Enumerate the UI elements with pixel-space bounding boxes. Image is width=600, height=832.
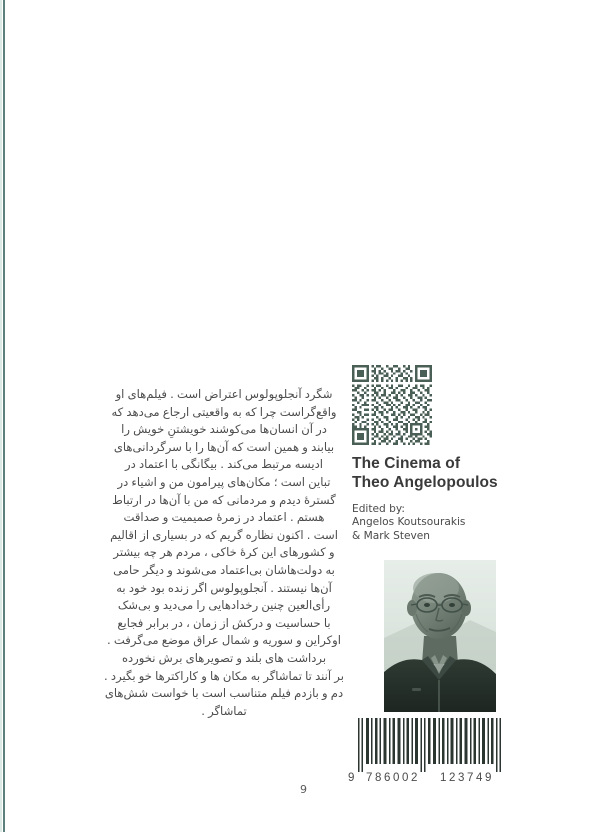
blurb-line: شگرد آنجلوپولوس اعتراض است . فیلم‌های او [115,387,333,401]
author-portrait-photo [384,560,496,712]
page-number: 9 [300,783,307,796]
editor-name-2: & Mark Steven [352,529,431,542]
blurb-line: ادیسه مرتبط می‌کند . بیگانگی با اعتماد در [125,457,323,472]
book-title-line-1: The Cinema of [352,455,461,472]
spine-edge-line [3,0,5,832]
spine-edge-light [0,0,2,832]
barcode-group-2: 123749 [440,772,494,784]
blurb-line: گسترۀ دیدم و مردمانی که من با آن‌ها در ارتباط [112,492,336,507]
blurb-line: و کشورهای این کرۀ خاکی ، مردم هر چه بیشتر [113,545,335,560]
blurb-line: به دولت‌هاشان بی‌اعتماد می‌شوند و دیگر حامی [113,562,335,577]
blurb-line: رأی‌العین چنین رخدادهایی را می‌دید و بی‌شک [117,598,331,613]
blurb-line: دم و بازدم فیلم متناسب است با خواست شش‌های [104,686,344,701]
blurb-line: با حساسیت و درکش از زمان ، در برابر فجایع [117,615,331,630]
blurb-line: بر آنند تا تماشاگر به مکان ها و کاراکترها خو بگیرد . [104,668,344,683]
isbn-barcode [348,718,508,790]
blurb-line: آن‌ها نیستند . آنجلوپولوس اگر زنده بود خود به [116,580,332,595]
cover-info-column [348,0,600,832]
blurb-line: واقع‌گراست چرا که به واقعیتی ارجاع می‌دهد که [111,404,337,419]
blurb-line: اوکراین و سوریه و شمال عراق موضع می‌گرفت . [107,633,341,648]
blurb-line: در آن انسان‌ها می‌کوشند خویشتنِ خویش را [121,422,327,437]
qr-code-icon[interactable] [352,365,432,445]
book-title [352,455,582,492]
blurb-paragraph [100,386,348,720]
blurb-text [100,386,348,720]
editor-name-1: Angelos Koutsourakis [352,516,466,529]
blurb-line: تماشاگر . [201,703,247,718]
barcode-group-1: 786002 [366,772,420,784]
blurb-line: بیابند و همین است که آن‌ها را با سرگردانی‌های [113,439,335,454]
blurb-line: هستم . اعتماد در زمرۀ صمیمیت و صداقت [123,510,325,525]
edited-by-label: Edited by: [352,503,405,515]
book-title-line-2: Theo Angelopoulos [352,473,498,491]
blurb-line: برداشت های بلند و تصویرهای برش نخورده [121,650,327,665]
barcode-bars [348,718,508,772]
blurb-line: است . اکنون نظاره گریم که در بسیاری از اقالیم [110,527,338,542]
barcode-lead-digit: 9 [348,772,355,784]
blurb-line: تباین است ؛ مکان‌های پیرامون من و اشیاء در [117,474,331,489]
barcode-digits [348,772,508,788]
editors-credit [352,503,572,543]
